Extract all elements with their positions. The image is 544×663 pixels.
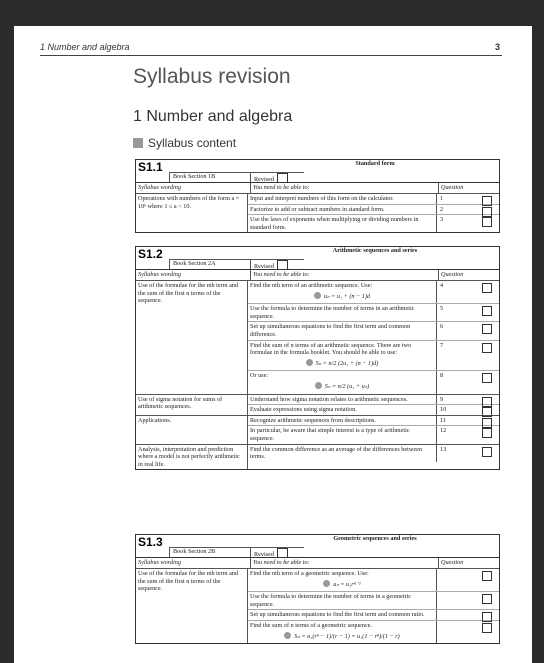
objectives-list bbox=[247, 569, 499, 643]
question-number: 7 bbox=[440, 341, 444, 349]
section-code: S1.3 bbox=[138, 535, 163, 549]
formula bbox=[250, 580, 434, 589]
formula-text: uₙ = u₁ + (n − 1)d bbox=[323, 292, 370, 300]
question-checkbox[interactable] bbox=[482, 283, 492, 293]
objective-cell bbox=[248, 395, 436, 405]
objective-row bbox=[248, 426, 499, 443]
objective-cell bbox=[248, 416, 436, 426]
objective-row bbox=[248, 304, 499, 322]
question-cell bbox=[436, 610, 499, 620]
question-checkbox[interactable] bbox=[482, 343, 492, 353]
question-checkbox[interactable] bbox=[482, 447, 492, 457]
objective-cell bbox=[248, 426, 436, 443]
question-number: 8 bbox=[440, 372, 444, 380]
you-need-header: You need to be able to: bbox=[250, 558, 438, 568]
formula-booklet-icon bbox=[314, 292, 321, 299]
syllabus-wording-header: Syllabus wording bbox=[138, 559, 181, 566]
objective-text: Or use: bbox=[250, 372, 269, 380]
column-header-row bbox=[136, 558, 499, 569]
section-code: S1.2 bbox=[138, 247, 163, 261]
question-cell bbox=[436, 194, 499, 204]
question-number: 10 bbox=[440, 406, 447, 414]
objective-cell bbox=[248, 445, 436, 462]
revised-label bbox=[250, 172, 304, 182]
question-checkbox[interactable] bbox=[482, 306, 492, 316]
page-number: 3 bbox=[494, 42, 500, 52]
running-head bbox=[40, 42, 500, 52]
syllabus-group bbox=[136, 445, 499, 470]
objectives-list bbox=[247, 281, 499, 394]
formula-booklet-icon bbox=[306, 359, 313, 366]
question-cell bbox=[436, 569, 499, 591]
question-number: 1 bbox=[440, 195, 444, 202]
question-cell bbox=[436, 341, 499, 371]
syllabus-wording: Use of the formulae for the nth term and the sum of the first n terms of the sequence. bbox=[138, 282, 238, 305]
section-header-row bbox=[136, 535, 499, 558]
column-header-row bbox=[136, 270, 499, 281]
syllabus-group bbox=[136, 569, 499, 643]
objective-text: Find the sum of n terms of an arithmetic sequence. There are two formulae in the formula booklet. You should be able to use: bbox=[250, 341, 412, 357]
objective-cell bbox=[248, 341, 436, 371]
syllabus-table-s1-3 bbox=[135, 534, 500, 644]
chapter-title: 1 Number and algebra bbox=[133, 108, 293, 125]
section-title: Geometric sequences and series bbox=[333, 535, 417, 542]
objective-text: Factorize to add or subtract numbers in standard form. bbox=[250, 205, 385, 213]
objective-cell bbox=[248, 371, 436, 393]
formula bbox=[250, 382, 434, 391]
revised-label bbox=[250, 259, 304, 269]
objective-row bbox=[248, 341, 499, 372]
question-checkbox[interactable] bbox=[482, 373, 492, 383]
objective-row bbox=[248, 405, 499, 415]
objective-row bbox=[248, 215, 499, 232]
objective-text: Find the nth term of a geometric sequence. Use: bbox=[250, 570, 369, 577]
revised-checkbox[interactable] bbox=[277, 260, 288, 270]
objectives-list bbox=[247, 445, 499, 470]
objective-cell bbox=[248, 304, 436, 321]
objective-text: In particular, be aware that simple interest is a type of arithmetic sequence. bbox=[250, 427, 410, 442]
formula-booklet-icon bbox=[315, 382, 322, 389]
you-need-header: You need to be able to: bbox=[250, 270, 438, 280]
heading-square-icon bbox=[133, 138, 143, 148]
question-checkbox[interactable] bbox=[482, 571, 492, 581]
question-cell bbox=[436, 592, 499, 609]
header-rule bbox=[40, 55, 502, 56]
objective-row bbox=[248, 205, 499, 216]
objective-row bbox=[248, 445, 499, 462]
question-cell bbox=[436, 621, 499, 643]
objective-text: Use the formula to determine the number of terms in an arithmetic sequence. bbox=[250, 305, 415, 320]
question-cell bbox=[436, 395, 499, 405]
objective-row bbox=[248, 194, 499, 205]
revised-checkbox[interactable] bbox=[277, 548, 288, 558]
syllabus-wording-header: Syllabus wording bbox=[138, 271, 181, 278]
question-cell bbox=[436, 281, 499, 303]
formula bbox=[250, 359, 434, 368]
objective-row bbox=[248, 592, 499, 610]
syllabus-table-s1-2 bbox=[135, 246, 500, 470]
objective-cell bbox=[248, 194, 436, 204]
formula-booklet-icon bbox=[323, 580, 330, 587]
question-number: 12 bbox=[440, 427, 447, 435]
objective-cell bbox=[248, 592, 436, 609]
section-code: S1.1 bbox=[138, 160, 163, 174]
page-heading: Syllabus revision bbox=[133, 65, 291, 88]
textbook-page bbox=[14, 26, 532, 663]
syllabus-wording: Applications. bbox=[138, 416, 172, 424]
objective-text: Find the sum of n terms of a geometric sequence. bbox=[250, 621, 372, 629]
question-number: 5 bbox=[440, 305, 444, 313]
question-cell bbox=[436, 405, 499, 415]
question-checkbox[interactable] bbox=[482, 428, 492, 438]
objective-cell bbox=[248, 569, 436, 591]
objective-cell bbox=[248, 621, 436, 643]
question-header: Question bbox=[438, 270, 499, 280]
objectives-list bbox=[247, 416, 499, 444]
revised-label bbox=[250, 547, 304, 557]
objectives-list bbox=[247, 194, 499, 232]
revised-text: Revised bbox=[254, 263, 274, 270]
formula bbox=[250, 292, 434, 301]
syllabus-group bbox=[136, 395, 499, 416]
revised-text: Revised bbox=[254, 551, 274, 558]
question-checkbox[interactable] bbox=[482, 623, 492, 633]
book-section-label: Book Section 1B bbox=[169, 172, 254, 182]
question-checkbox[interactable] bbox=[482, 217, 492, 227]
objective-text: Find the common difference as an average of the differences between terms. bbox=[250, 445, 422, 461]
question-cell bbox=[436, 426, 499, 443]
question-number: 13 bbox=[440, 445, 447, 453]
objective-row bbox=[248, 322, 499, 340]
you-need-header: You need to be able to: bbox=[250, 183, 438, 193]
question-cell bbox=[436, 416, 499, 426]
question-number: 11 bbox=[440, 416, 446, 424]
section-header-row bbox=[136, 247, 499, 270]
syllabus-table-s1-1 bbox=[135, 159, 500, 233]
objective-cell bbox=[248, 215, 436, 232]
objective-cell bbox=[248, 322, 436, 339]
section-heading bbox=[133, 136, 236, 150]
objective-row bbox=[248, 371, 499, 393]
question-checkbox[interactable] bbox=[482, 324, 492, 334]
syllabus-wording-header: Syllabus wording bbox=[138, 184, 181, 191]
column-header-row bbox=[136, 183, 499, 194]
objective-cell bbox=[248, 405, 436, 415]
formula-booklet-icon bbox=[284, 632, 291, 639]
section-header-row bbox=[136, 160, 499, 183]
revised-checkbox[interactable] bbox=[277, 173, 288, 183]
syllabus-group bbox=[136, 281, 499, 395]
section-title: Standard form bbox=[355, 160, 395, 167]
question-checkbox[interactable] bbox=[482, 594, 492, 604]
question-number: 3 bbox=[440, 216, 444, 224]
section-heading-text: Syllabus content bbox=[148, 136, 237, 150]
objective-row bbox=[248, 610, 499, 621]
question-cell bbox=[436, 322, 499, 339]
question-cell bbox=[436, 445, 499, 462]
syllabus-group bbox=[136, 416, 499, 445]
formula-text: uₙ = u₁rⁿ⁻¹ bbox=[333, 580, 361, 588]
objective-row bbox=[248, 281, 499, 304]
syllabus-wording: Operations with numbers of the form a × 10ᵏ where 1 ≤ a < 10. bbox=[138, 195, 240, 210]
question-number: 6 bbox=[440, 323, 444, 331]
objective-text: Recognize arithmetic sequences from descriptions. bbox=[250, 416, 376, 424]
question-cell bbox=[436, 371, 499, 393]
syllabus-wording: Use of the formulae for the nth term and the sum of the first n terms of the sequence. bbox=[138, 570, 238, 593]
formula-text: Sₙ = u₁(rⁿ − 1)/(r − 1) = u₁(1 − rⁿ)/(1 − r) bbox=[294, 632, 400, 640]
objective-text: Understand how sigma notation relates to arithmetic sequences. bbox=[250, 395, 408, 403]
syllabus-group bbox=[136, 194, 499, 232]
question-number: 9 bbox=[440, 395, 444, 403]
formula bbox=[250, 632, 434, 641]
objective-text: Input and interpret numbers of this form on the calculator. bbox=[250, 195, 394, 202]
objective-row bbox=[248, 621, 499, 643]
question-cell bbox=[436, 215, 499, 232]
objective-row bbox=[248, 569, 499, 592]
question-number: 4 bbox=[440, 282, 444, 289]
formula-text: Sₙ = n/2 (u₁ + uₙ) bbox=[324, 382, 370, 390]
objective-cell bbox=[248, 205, 436, 215]
objective-cell bbox=[248, 610, 436, 620]
running-head-text: 1 Number and algebra bbox=[40, 42, 130, 52]
revised-text: Revised bbox=[254, 176, 274, 183]
question-header: Question bbox=[438, 558, 499, 568]
book-section-label: Book Section 2B bbox=[169, 547, 254, 557]
objective-text: Use the laws of exponents when multiplying or dividing numbers in standard form. bbox=[250, 216, 419, 231]
objective-text: Set up simultaneous equations to find the first term and common difference. bbox=[250, 323, 411, 338]
objective-text: Use the formula to determine the number of terms in a geometric sequence. bbox=[250, 593, 411, 608]
objective-text: Set up simultaneous equations to find the first term and common ratio. bbox=[250, 611, 425, 619]
book-section-label: Book Section 2A bbox=[169, 259, 254, 269]
question-header: Question bbox=[438, 183, 499, 193]
formula-text: Sₙ = n/2 (2u₁ + (n − 1)d) bbox=[315, 359, 379, 367]
objective-text: Find the nth term of an arithmetic sequence. Use: bbox=[250, 282, 373, 289]
objectives-list bbox=[247, 395, 499, 415]
question-number: 2 bbox=[440, 205, 444, 213]
objective-cell bbox=[248, 281, 436, 303]
objective-row bbox=[248, 395, 499, 406]
question-cell bbox=[436, 304, 499, 321]
question-cell bbox=[436, 205, 499, 215]
section-title: Arithmetic sequences and series bbox=[332, 247, 418, 254]
objective-text: Evaluate expressions using sigma notation. bbox=[250, 406, 357, 414]
syllabus-wording: Analysis, interpretation and prediction where a model is not perfectly arithmetic in real life. bbox=[138, 445, 240, 468]
objective-row bbox=[248, 416, 499, 427]
syllabus-wording: Use of sigma notation for sums of arithmetic sequences. bbox=[138, 395, 223, 411]
